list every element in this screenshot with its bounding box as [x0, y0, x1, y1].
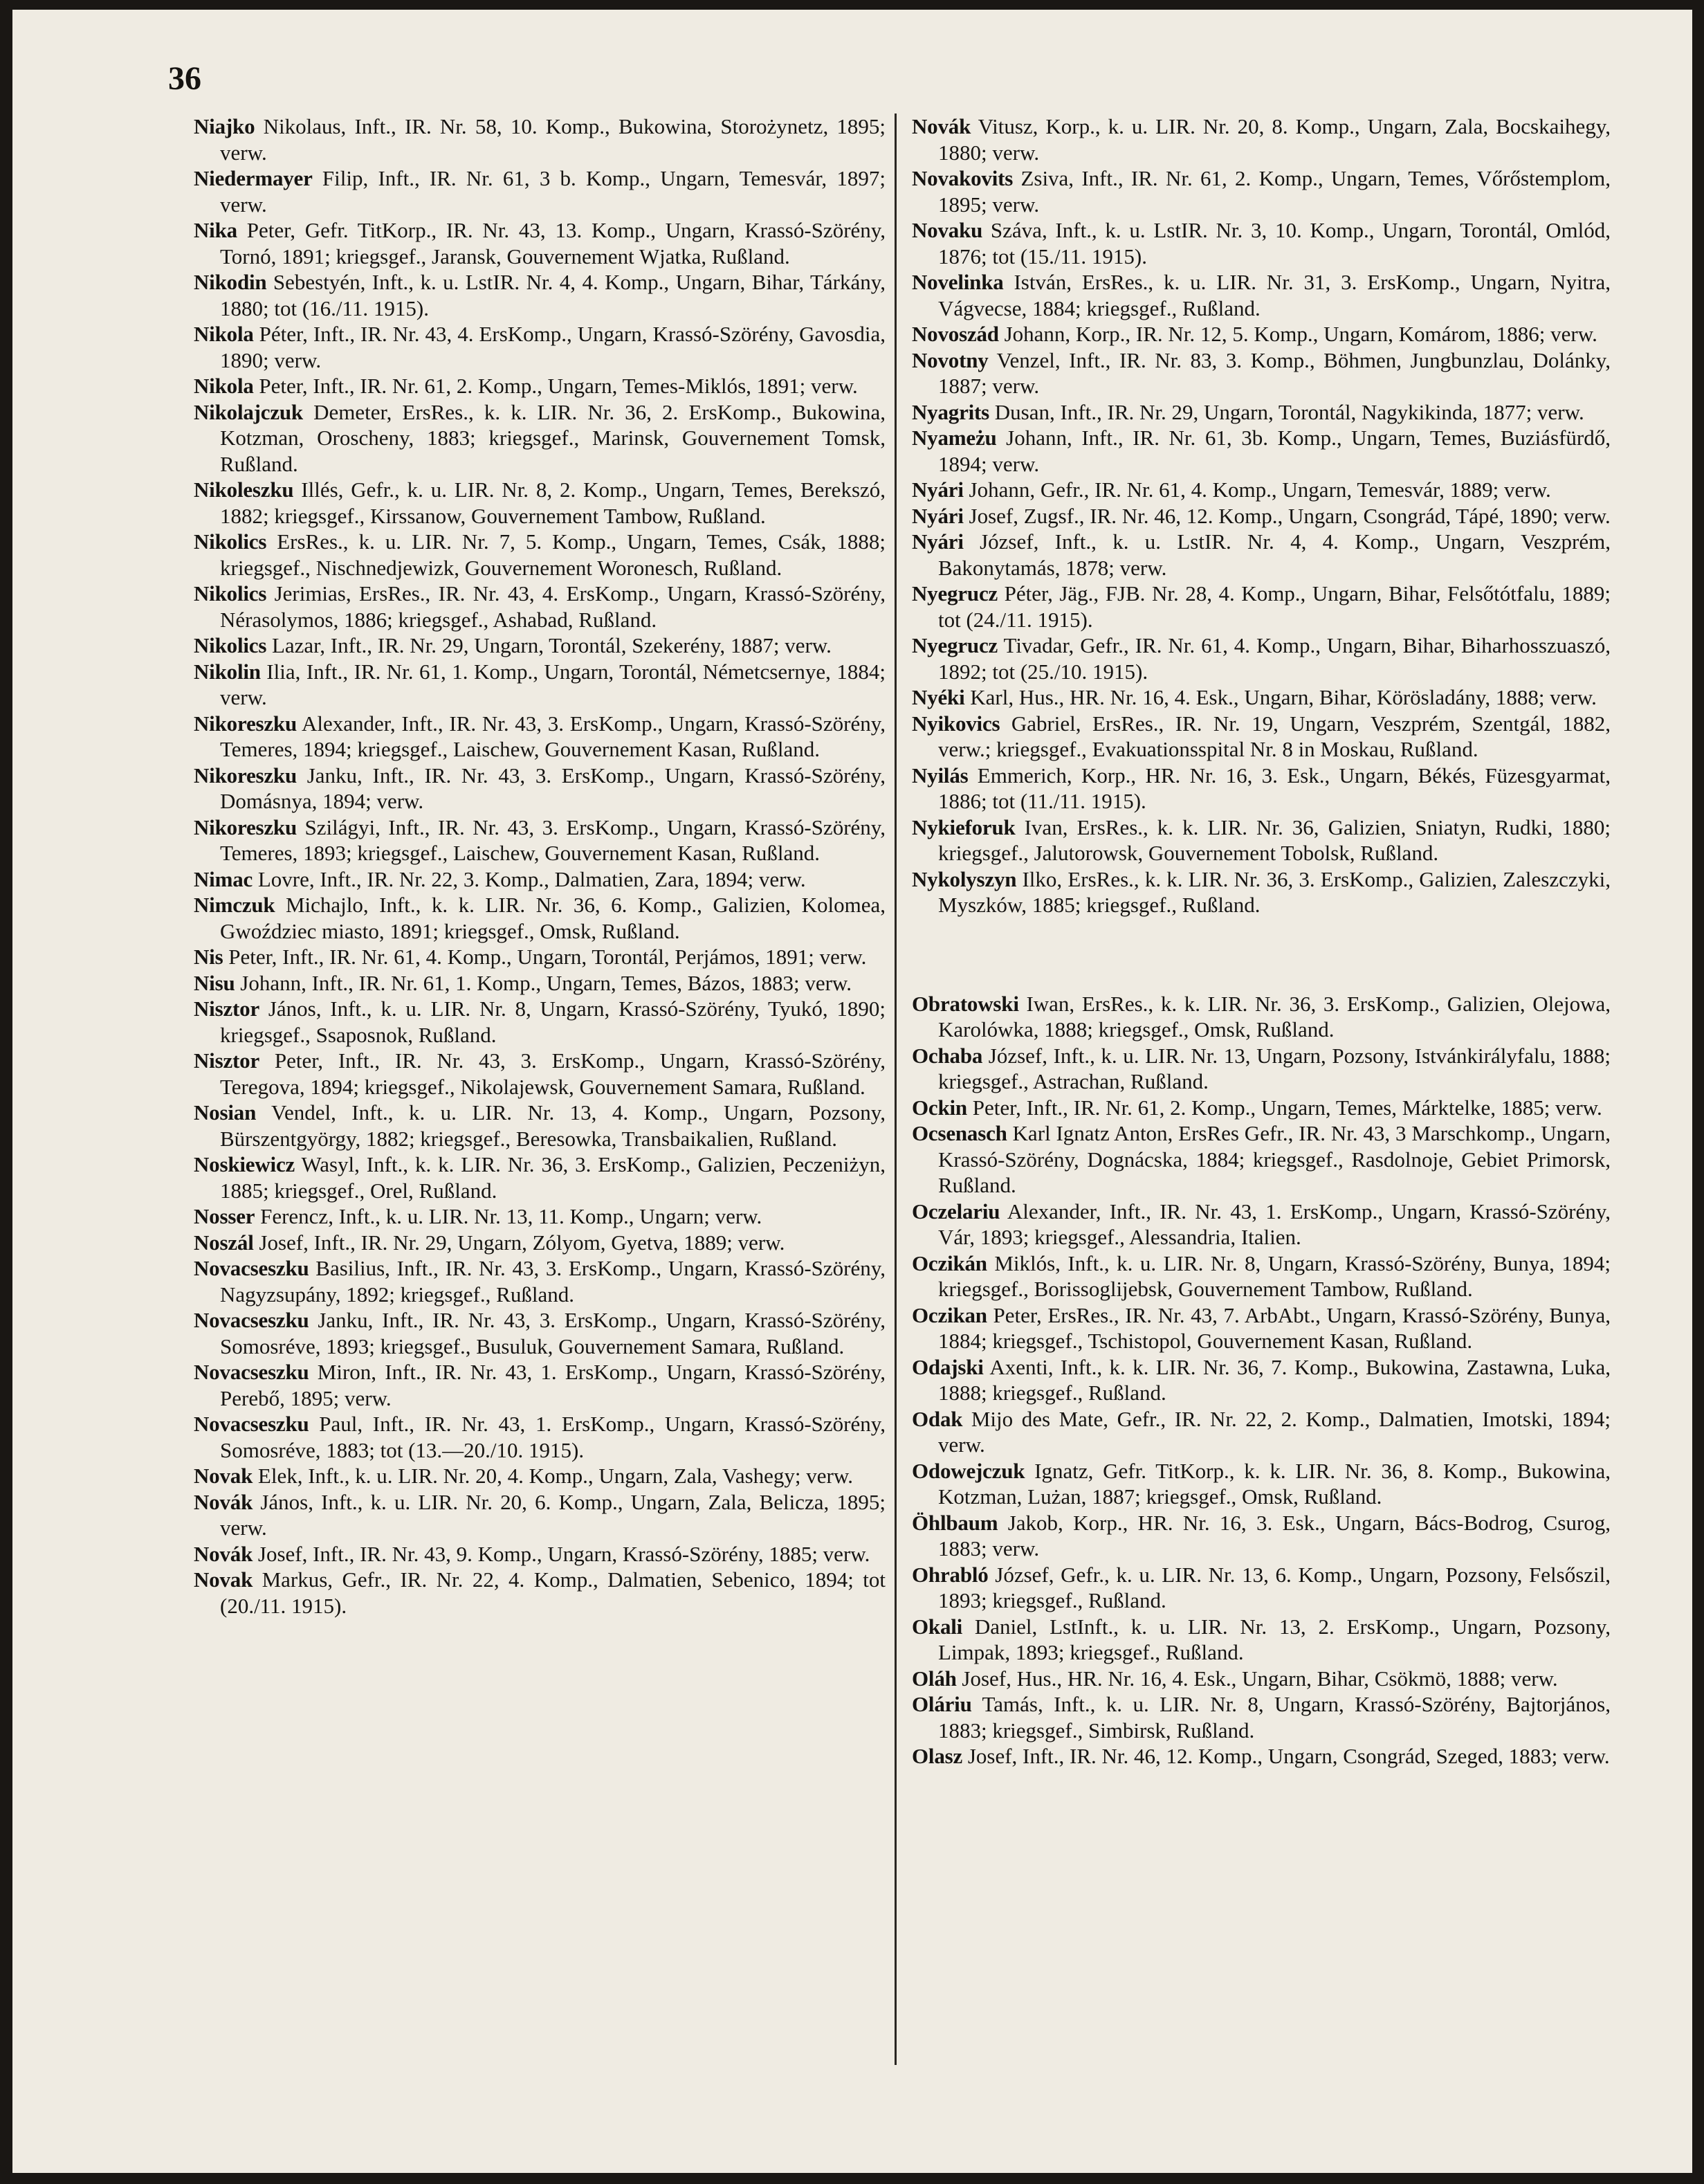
casualty-entry: [194, 477, 886, 529]
casualty-entry: [194, 1489, 886, 1541]
casualty-entry: [194, 659, 886, 711]
casualty-entry: [912, 1199, 1611, 1250]
entry-surname: Nykolyszyn: [912, 866, 1017, 891]
entry-surname: Nyári: [912, 477, 964, 502]
entry-details: Jerimias, ErsRes., IR. Nr. 43, 4. ErsKomp., Ungarn, Krassó-Szörény, Nérasolymos, 1886; kriegsgef., Ashabad, Rußland.: [220, 581, 886, 632]
entry-details: Peter, Inft., IR. Nr. 61, 2. Komp., Ungarn, Temes-Miklós, 1891; verw.: [259, 374, 858, 398]
casualty-entry: [194, 113, 886, 165]
entry-details: István, ErsRes., k. u. LIR. Nr. 31, 3. ErsKomp., Ungarn, Nyitra, Vágvecse, 1884; kriegsgef., Rußland.: [938, 270, 1611, 320]
casualty-entry: [912, 1250, 1611, 1302]
entry-details: Peter, ErsRes., IR. Nr. 43, 7. ArbAbt., Ungarn, Krassó-Szörény, Bunya, 1884; kriegsgef., Tschistopol, Gouvernement Kasan, Rußland.: [938, 1302, 1611, 1353]
right-column: [912, 113, 1611, 1769]
casualty-entry: [194, 1463, 886, 1489]
entry-details: Johann, Inft., IR. Nr. 61, 3b. Komp., Ungarn, Temes, Buziásfürdő, 1894; verw.: [938, 426, 1611, 476]
casualty-entry: [912, 347, 1611, 399]
entry-surname: Oczikán: [912, 1250, 987, 1275]
casualty-entry: [912, 1458, 1611, 1510]
entry-details: Johann, Korp., IR. Nr. 12, 5. Komp., Ungarn, Komárom, 1886; verw.: [1004, 322, 1597, 346]
entry-details: Emmerich, Korp., HR. Nr. 16, 3. Esk., Ungarn, Békés, Füzesgyarmat, 1886; tot (11./11. 1915).: [938, 763, 1611, 813]
entry-surname: Nikolics: [194, 633, 267, 657]
entry-surname: Nimczuk: [194, 893, 275, 917]
entry-surname: Odowejczuk: [912, 1458, 1025, 1483]
entry-details: ErsRes., k. u. LIR. Nr. 7, 5. Komp., Ungarn, Temes, Csák, 1888; kriegsgef., Nischnedjewizk, Gouvernement Woronesch, Rußland.: [220, 529, 886, 580]
casualty-entry: [912, 1120, 1611, 1199]
casualty-entry: [194, 373, 886, 399]
entry-details: Zsiva, Inft., IR. Nr. 61, 2. Komp., Ungarn, Temes, Vőrőstemplom, 1895; verw.: [938, 166, 1611, 217]
casualty-entry: [912, 1691, 1611, 1743]
casualty-entry: [912, 684, 1611, 711]
entry-details: Filip, Inft., IR. Nr. 61, 3 b. Komp., Ungarn, Temesvár, 1897; verw.: [220, 166, 886, 217]
casualty-entry: [194, 1307, 886, 1359]
casualty-entry: [194, 1203, 886, 1230]
entry-surname: Oczelariu: [912, 1199, 1000, 1223]
entry-details: Daniel, LstInft., k. u. LIR. Nr. 13, 2. ErsKomp., Ungarn, Pozsony, Limpak, 1893; kriegsgef., Rußland.: [938, 1614, 1611, 1664]
entry-details: Lazar, Inft., IR. Nr. 29, Ungarn, Torontál, Szekerény, 1887; verw.: [271, 633, 832, 657]
entry-surname: Nikoreszku: [194, 815, 297, 839]
casualty-entry: [194, 711, 886, 763]
casualty-entry: [912, 1095, 1611, 1121]
entry-details: Josef, Inft., IR. Nr. 46, 12. Komp., Ungarn, Csongrád, Szeged, 1883; verw.: [967, 1744, 1610, 1768]
entry-surname: Oláriu: [912, 1692, 972, 1716]
entry-details: Demeter, ErsRes., k. k. LIR. Nr. 36, 2. ErsKomp., Bukowina, Kotzman, Oroscheny, 1883; kriegsgef., Marinsk, Gouvernement Tomsk, Rußland.: [220, 399, 886, 476]
entry-surname: Novacseszku: [194, 1360, 309, 1384]
casualty-entry: [912, 165, 1611, 217]
casualty-entry: [194, 970, 886, 997]
casualty-entry: [912, 477, 1611, 503]
entry-details: Nikolaus, Inft., IR. Nr. 58, 10. Komp., Bukowina, Storożynetz, 1895; verw.: [220, 114, 886, 165]
casualty-entry: [194, 892, 886, 944]
entry-surname: Ohrabló: [912, 1562, 989, 1587]
entry-surname: Novacseszku: [194, 1308, 309, 1332]
entry-details: Szilágyi, Inft., IR. Nr. 43, 3. ErsKomp., Ungarn, Krassó-Szörény, Temeres, 1893; kriegsgef., Laischew, Gouvernement Kasan, Rußland.: [220, 815, 886, 865]
entry-surname: Novakovits: [912, 166, 1014, 190]
entry-surname: Nis: [194, 945, 223, 969]
entry-surname: Novacseszku: [194, 1412, 309, 1436]
entry-surname: Nosser: [194, 1204, 255, 1228]
casualty-entry: [912, 1510, 1611, 1562]
entry-details: Péter, Inft., IR. Nr. 43, 4. ErsKomp., Ungarn, Krassó-Szörény, Gavosdia, 1890; verw.: [220, 322, 886, 372]
entry-details: Wasyl, Inft., k. k. LIR. Nr. 36, 3. ErsKomp., Galizien, Peczeniżyn, 1885; kriegsgef., Orel, Rußland.: [220, 1152, 886, 1203]
entry-surname: Olasz: [912, 1744, 963, 1768]
entry-details: Josef, Zugsf., IR. Nr. 46, 12. Komp., Ungarn, Csongrád, Tápé, 1890; verw.: [969, 503, 1611, 528]
entry-details: Janku, Inft., IR. Nr. 43, 3. ErsKomp., Ungarn, Krassó-Szörény, Domásnya, 1894; verw.: [220, 763, 886, 813]
page-number: 36: [168, 60, 201, 97]
casualty-entry: [912, 1666, 1611, 1692]
casualty-entry: [194, 1100, 886, 1152]
entry-surname: Nisztor: [194, 1048, 260, 1073]
entry-details: Ilia, Inft., IR. Nr. 61, 1. Komp., Ungarn, Torontál, Németcsernye, 1884; verw.: [220, 659, 886, 709]
casualty-entry: [194, 1152, 886, 1203]
entry-details: János, Inft., k. u. LIR. Nr. 20, 6. Komp., Ungarn, Zala, Belicza, 1895; verw.: [220, 1489, 886, 1540]
entry-details: Josef, Inft., IR. Nr. 43, 9. Komp., Ungarn, Krassó-Szörény, 1885; verw.: [257, 1541, 870, 1566]
entry-details: Ignatz, Gefr. TitKorp., k. k. LIR. Nr. 36, 8. Komp., Bukowina, Kotzman, Lużan, 1887; kriegsgef., Omsk, Rußland.: [938, 1458, 1611, 1509]
entry-surname: Novak: [194, 1464, 253, 1488]
casualty-entry: [912, 815, 1611, 866]
casualty-entry: [912, 269, 1611, 321]
entry-details: János, Inft., k. u. LIR. Nr. 8, Ungarn, Krassó-Szörény, Tyukó, 1890; kriegsgef., Ssaposnok, Rußland.: [220, 997, 886, 1047]
entry-details: Ferencz, Inft., k. u. LIR. Nr. 13, 11. Komp., Ungarn; verw.: [260, 1204, 762, 1228]
entry-surname: Nikodin: [194, 270, 267, 294]
entry-details: Markus, Gefr., IR. Nr. 22, 4. Komp., Dalmatien, Sebenico, 1894; tot (20./11. 1915).: [220, 1567, 886, 1618]
casualty-entry: [194, 1541, 886, 1567]
casualty-entry: [912, 529, 1611, 581]
entry-details: Ilko, ErsRes., k. k. LIR. Nr. 36, 3. ErsKomp., Galizien, Zaleszczyki, Myszków, 1885; kriegsgef., Rußland.: [938, 866, 1611, 917]
casualty-entry: [912, 866, 1611, 918]
entry-surname: Nikolin: [194, 659, 261, 684]
entry-surname: Nimac: [194, 866, 253, 891]
entry-surname: Ockin: [912, 1095, 967, 1120]
casualty-entry: [194, 866, 886, 893]
entry-surname: Obratowski: [912, 991, 1019, 1016]
entry-details: Peter, Inft., IR. Nr. 43, 3. ErsKomp., Ungarn, Krassó-Szörény, Teregova, 1894; kriegsgef., Nikolajewsk, Gouvernement Samara, Rußland.: [220, 1048, 886, 1099]
entry-details: Dusan, Inft., IR. Nr. 29, Ungarn, Torontál, Nagykikinda, 1877; verw.: [994, 399, 1584, 424]
entry-details: Elek, Inft., k. u. LIR. Nr. 20, 4. Komp., Ungarn, Zala, Vashegy; verw.: [257, 1464, 853, 1488]
entry-details: Péter, Jäg., FJB. Nr. 28, 4. Komp., Ungarn, Bihar, Felsőtótfalu, 1889; tot (24./11. 1915).: [938, 581, 1611, 632]
casualty-entry: [194, 269, 886, 321]
casualty-entry: [912, 1406, 1611, 1458]
casualty-entry: [912, 1354, 1611, 1406]
casualty-entry: [194, 399, 886, 477]
entry-details: Alexander, Inft., IR. Nr. 43, 3. ErsKomp., Ungarn, Krassó-Szörény, Temeres, 1894; kriegsgef., Laischew, Gouvernement Kasan, Rußland.: [220, 711, 886, 761]
casualty-entry: [194, 165, 886, 217]
casualty-entry: [194, 996, 886, 1048]
entry-details: Venzel, Inft., IR. Nr. 83, 3. Komp., Böhmen, Jungbunzlau, Dolánky, 1887; verw.: [938, 347, 1611, 398]
entry-surname: Novacseszku: [194, 1256, 309, 1280]
casualty-entry: [912, 633, 1611, 684]
entry-details: Lovre, Inft., IR. Nr. 22, 3. Komp., Dalmatien, Zara, 1894; verw.: [257, 866, 806, 891]
entry-details: Karl Ignatz Anton, ErsRes Gefr., IR. Nr. 43, 3 Marschkomp., Ungarn, Krassó-Szörény, Dognácska, 1884; kriegsgef., Rasdolnoje, Gebiet Primorsk, Rußland.: [938, 1121, 1611, 1197]
entry-surname: Nyári: [912, 529, 964, 554]
entry-details: Michajlo, Inft., k. k. LIR. Nr. 36, 6. Komp., Galizien, Kolomea, Gwoździec miasto, 1891; kriegsgef., Omsk, Rußland.: [220, 893, 886, 943]
entry-surname: Novotny: [912, 347, 989, 372]
left-column: [194, 113, 886, 1619]
entry-surname: Noskiewicz: [194, 1152, 295, 1176]
entry-details: József, Gefr., k. u. LIR. Nr. 13, 6. Komp., Ungarn, Pozsony, Felsőszil, 1893; kriegsgef., Rußland.: [938, 1562, 1611, 1612]
document-page: [12, 10, 1692, 2173]
entry-surname: Nikola: [194, 322, 254, 346]
entry-surname: Nosian: [194, 1100, 257, 1125]
casualty-entry: [194, 944, 886, 970]
entry-surname: Nikoleszku: [194, 477, 294, 502]
casualty-entry: [912, 503, 1611, 529]
entry-details: József, Inft., k. u. LIR. Nr. 13, Ungarn, Pozsony, Istvánkirályfalu, 1888; kriegsgef., Astrachan, Rußland.: [938, 1043, 1611, 1093]
entry-surname: Nyegrucz: [912, 581, 998, 606]
entry-details: Peter, Inft., IR. Nr. 61, 2. Komp., Ungarn, Temes, Márktelke, 1885; verw.: [972, 1095, 1602, 1120]
entry-details: Basilius, Inft., IR. Nr. 43, 3. ErsKomp., Ungarn, Krassó-Szörény, Nagyzsupány, 1892; kriegsgef., Rußland.: [220, 1256, 886, 1307]
entry-surname: Nyéki: [912, 685, 965, 709]
entry-surname: Niajko: [194, 114, 255, 138]
entry-surname: Nika: [194, 218, 237, 242]
casualty-entry: [194, 581, 886, 633]
entry-surname: Noszál: [194, 1230, 254, 1255]
entry-details: Peter, Inft., IR. Nr. 61, 4. Komp., Ungarn, Torontál, Perjámos, 1891; verw.: [228, 945, 867, 969]
entry-surname: Nyári: [912, 503, 964, 528]
entry-details: József, Inft., k. u. LstIR. Nr. 4, 4. Komp., Ungarn, Veszprém, Bakonytamás, 1878; verw.: [938, 529, 1611, 580]
entry-details: Janku, Inft., IR. Nr. 43, 3. ErsKomp., Ungarn, Krassó-Szörény, Somosréve, 1893; kriegsgef., Busuluk, Gouvernement Samara, Rußland.: [220, 1308, 886, 1358]
casualty-entry: [912, 1614, 1611, 1666]
entry-surname: Nikolajczuk: [194, 399, 303, 424]
entry-surname: Nyegrucz: [912, 633, 998, 657]
casualty-entry: [912, 217, 1611, 269]
entry-details: Sebestyén, Inft., k. u. LstIR. Nr. 4, 4. Komp., Ungarn, Bihar, Tárkány, 1880; tot (16./11. 1915).: [220, 270, 886, 320]
entry-surname: Nyagrits: [912, 399, 990, 424]
casualty-entry: [912, 991, 1611, 1043]
casualty-entry: [194, 633, 886, 659]
entry-surname: Nisztor: [194, 997, 260, 1021]
column-divider: [895, 113, 897, 2065]
casualty-entry: [194, 1359, 886, 1411]
entry-surname: Novelinka: [912, 270, 1004, 294]
casualty-entry: [912, 425, 1611, 477]
entry-details: Karl, Hus., HR. Nr. 16, 4. Esk., Ungarn, Bihar, Körösladány, 1888; verw.: [970, 685, 1597, 709]
entry-surname: Nikola: [194, 374, 254, 398]
entry-details: Tivadar, Gefr., IR. Nr. 61, 4. Komp., Ungarn, Bihar, Biharhosszuaszó, 1892; tot (25./10. 1915).: [938, 633, 1611, 684]
entry-surname: Oláh: [912, 1666, 957, 1691]
casualty-entry: [194, 815, 886, 866]
entry-details: Josef, Inft., IR. Nr. 29, Ungarn, Zólyom, Gyetva, 1889; verw.: [259, 1230, 785, 1255]
casualty-entry: [912, 1562, 1611, 1614]
entry-surname: Oczikan: [912, 1302, 987, 1327]
entry-details: Peter, Gefr. TitKorp., IR. Nr. 43, 13. Komp., Ungarn, Krassó-Szörény, Tornó, 1891; kriegsgef., Jaransk, Gouvernement Wjatka, Rußland.: [220, 218, 886, 269]
casualty-entry: [912, 711, 1611, 763]
entry-surname: Ocsenasch: [912, 1121, 1007, 1145]
entry-details: Alexander, Inft., IR. Nr. 43, 1. ErsKomp., Ungarn, Krassó-Szörény, Vár, 1893; kriegsgef., Alessandria, Italien.: [938, 1199, 1611, 1249]
casualty-entry: [194, 321, 886, 373]
casualty-entry: [912, 399, 1611, 426]
casualty-entry: [194, 1411, 886, 1463]
casualty-entry: [912, 763, 1611, 815]
casualty-entry: [194, 1230, 886, 1256]
entry-details: Paul, Inft., IR. Nr. 43, 1. ErsKomp., Ungarn, Krassó-Szörény, Somosréve, 1883; tot (13.—20./10. 1915).: [220, 1412, 886, 1462]
entry-details: Johann, Inft., IR. Nr. 61, 1. Komp., Ungarn, Temes, Bázos, 1883; verw.: [240, 970, 852, 995]
casualty-entry: [912, 1043, 1611, 1095]
entry-details: Iwan, ErsRes., k. k. LIR. Nr. 36, 3. ErsKomp., Galizien, Olejowa, Karolówka, 1888; kriegsgef., Omsk, Rußland.: [938, 991, 1611, 1041]
entry-surname: Nisu: [194, 970, 235, 995]
casualty-entry: [194, 1048, 886, 1100]
entry-details: Vitusz, Korp., k. u. LIR. Nr. 20, 8. Komp., Ungarn, Zala, Bocskaihegy, 1880; verw.: [938, 114, 1611, 165]
entry-details: Axenti, Inft., k. k. LIR. Nr. 36, 7. Komp., Bukowina, Zastawna, Luka, 1888; kriegsgef., Rußland.: [938, 1354, 1611, 1405]
entry-surname: Nyilás: [912, 763, 969, 788]
entry-details: Ivan, ErsRes., k. k. LIR. Nr. 36, Galizien, Sniatyn, Rudki, 1880; kriegsgef., Jalutorowsk, Gouvernement Tobolsk, Rußland.: [938, 815, 1611, 865]
entry-details: Johann, Gefr., IR. Nr. 61, 4. Komp., Ungarn, Temesvár, 1889; verw.: [969, 477, 1551, 502]
entry-surname: Novoszád: [912, 322, 999, 346]
entry-surname: Okali: [912, 1614, 963, 1639]
entry-surname: Nyikovics: [912, 711, 1000, 736]
entry-surname: Nyameżu: [912, 426, 997, 450]
casualty-entry: [912, 113, 1611, 165]
entry-surname: Niedermayer: [194, 166, 313, 190]
entry-surname: Nikolics: [194, 529, 267, 554]
entry-details: Tamás, Inft., k. u. LIR. Nr. 8, Ungarn, Krassó-Szörény, Bajtorjános, 1883; kriegsgef., Simbirsk, Rußland.: [938, 1692, 1611, 1742]
entry-surname: Nikoreszku: [194, 711, 297, 736]
casualty-entry: [912, 581, 1611, 633]
casualty-entry: [912, 321, 1611, 347]
section-n-continued: [912, 113, 1611, 918]
entry-details: Illés, Gefr., k. u. LIR. Nr. 8, 2. Komp., Ungarn, Temes, Berekszó, 1882; kriegsgef., Kirssanow, Gouvernement Tambow, Rußland.: [220, 477, 886, 528]
entry-surname: Öhlbaum: [912, 1510, 998, 1535]
casualty-entry: [194, 217, 886, 269]
entry-surname: Odajski: [912, 1354, 984, 1379]
entry-surname: Novák: [194, 1541, 253, 1566]
casualty-entry: [912, 1302, 1611, 1354]
entry-surname: Nykieforuk: [912, 815, 1016, 839]
entry-surname: Novak: [194, 1567, 253, 1592]
entry-surname: Ochaba: [912, 1043, 983, 1068]
entry-surname: Novák: [194, 1489, 253, 1514]
section-gap: [912, 918, 1611, 991]
entry-surname: Novaku: [912, 218, 983, 242]
entry-details: Josef, Hus., HR. Nr. 16, 4. Esk., Ungarn, Bihar, Csökmö, 1888; verw.: [962, 1666, 1558, 1691]
entry-details: Miron, Inft., IR. Nr. 43, 1. ErsKomp., Ungarn, Krassó-Szörény, Perebő, 1895; verw.: [220, 1360, 886, 1410]
entry-surname: Nikoreszku: [194, 763, 297, 788]
casualty-entry: [194, 763, 886, 815]
casualty-entry: [194, 1255, 886, 1307]
entry-surname: Novák: [912, 114, 971, 138]
entry-details: Mijo des Mate, Gefr., IR. Nr. 22, 2. Komp., Dalmatien, Imotski, 1894; verw.: [938, 1406, 1611, 1457]
entry-details: Jakob, Korp., HR. Nr. 16, 3. Esk., Ungarn, Bács-Bodrog, Csurog, 1883; verw.: [938, 1510, 1611, 1560]
casualty-entry: [194, 1567, 886, 1619]
entry-details: Gabriel, ErsRes., IR. Nr. 19, Ungarn, Veszprém, Szentgál, 1882, verw.; kriegsgef., Evakuationsspital Nr. 8 in Moskau, Rußland.: [938, 711, 1611, 761]
section-o: [912, 991, 1611, 1769]
casualty-entry: [194, 529, 886, 581]
entry-surname: Odak: [912, 1406, 963, 1431]
entry-details: Száva, Inft., k. u. LstIR. Nr. 3, 10. Komp., Ungarn, Torontál, Omlód, 1876; tot (15./11. 1915).: [938, 218, 1611, 269]
entry-surname: Nikolics: [194, 581, 267, 606]
entry-details: Miklós, Inft., k. u. LIR. Nr. 8, Ungarn, Krassó-Szörény, Bunya, 1894; kriegsgef., Borissoglijebsk, Gouvernement Tambow, Rußland.: [938, 1250, 1611, 1301]
entry-details: Vendel, Inft., k. u. LIR. Nr. 13, 4. Komp., Ungarn, Pozsony, Bürszentgyörgy, 1882; kriegsgef., Beresowka, Transbaikalien, Rußland.: [220, 1100, 886, 1151]
casualty-entry: [912, 1743, 1611, 1769]
